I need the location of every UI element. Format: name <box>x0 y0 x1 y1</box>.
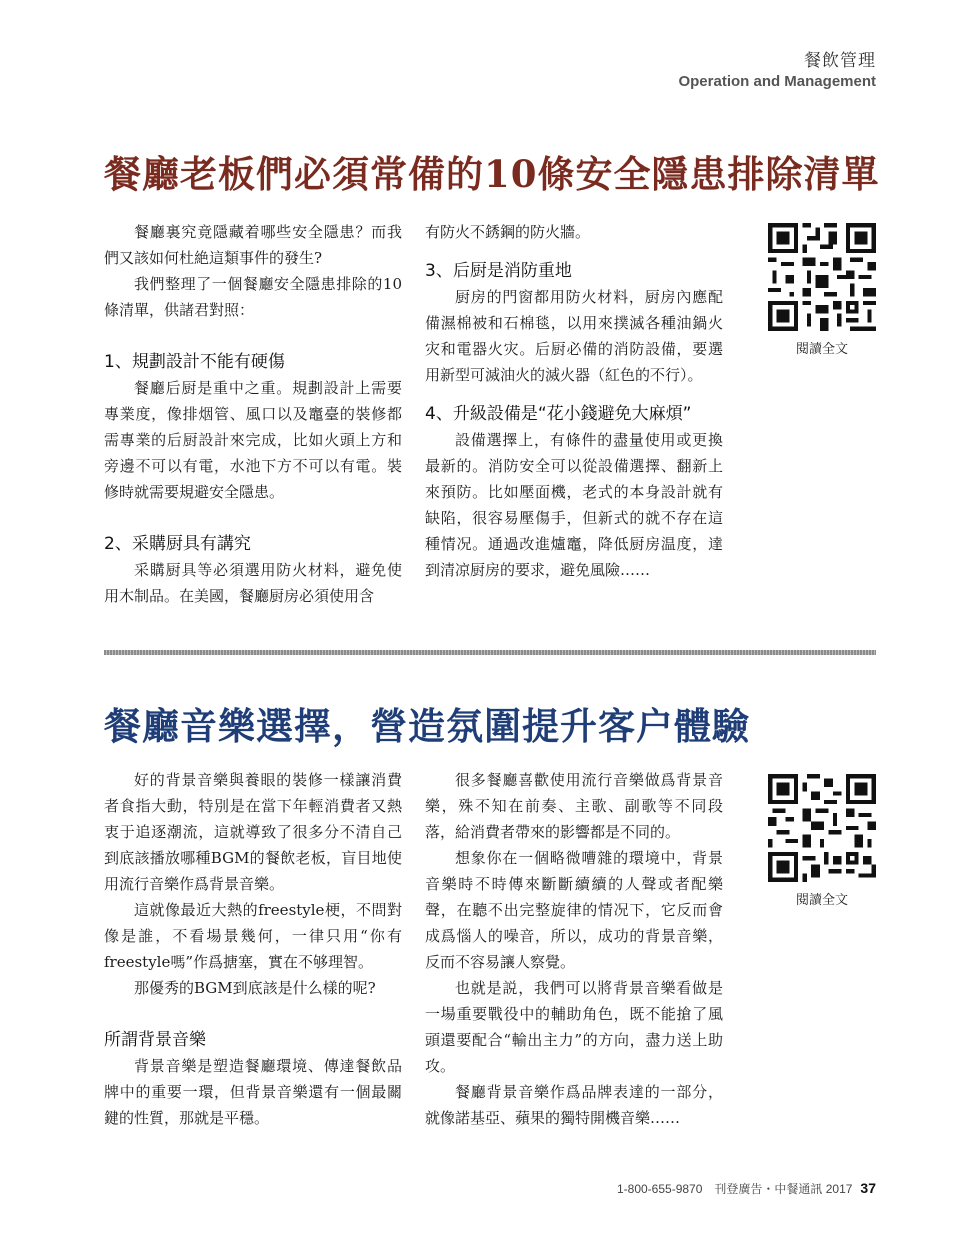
article1-intro-1: 餐廳裏究竟隱藏着哪些安全隱患？而我們又該如何杜絶這類事件的發生? <box>104 223 402 267</box>
article2-right-paragraph-1: 很多餐廳喜歡使用流行音樂做爲背景音樂，殊不知在前奏、主歌、副歌等不同段落，給消費者帶來的影響都是不同的。 <box>425 771 723 841</box>
article2-right-column <box>425 767 723 1131</box>
qr-code-icon[interactable] <box>768 223 876 331</box>
article1-section4-heading: 4、升級設備是“花小錢避免大麻煩” <box>425 404 692 424</box>
article2-right-paragraph-2: 想象你在一個略微嘈雜的環境中，背景音樂時不時傳來斷斷續續的人聲或者配樂聲，在聽不出完整旋律的情况下，它反而會成爲惱人的噪音，所以，成功的背景音樂，反而不容易讓人察覺。 <box>425 849 723 971</box>
footer-info: 1-800-655-9870 刊登廣告・中餐通訊 2017 <box>616 1182 853 1196</box>
page-footer <box>617 1180 876 1197</box>
article1-section3-text: 厨房的門窗都用防火材料，厨房內應配備濕棉被和石棉毯，以用來撲滅各種油鍋火灾和電器火灾。后厨必備的消防設備，要選用新型可滅油火的滅火器（紅色的不行）。 <box>425 288 723 384</box>
article1-section4-text: 設備選擇上，有條件的盡量使用或更換最新的。消防安全可以從設備選擇、翻新上來預防。比如壓面機，老式的本身設計就有缺陷，很容易壓傷手，但新式的就不存在這種情况。通過改進爐竈，降低厨房温度，達到清凉厨房的要求，避免風險…… <box>425 431 723 579</box>
article1-intro-2: 我們整理了一個餐廳安全隱患排除的10條清單，供諸君對照： <box>104 275 402 319</box>
article1-section2-heading: 2、采購厨具有講究 <box>104 534 251 554</box>
section-title: 餐飲管理 <box>804 51 876 71</box>
article2-subheading: 所謂背景音樂 <box>104 1030 206 1050</box>
qr-code-icon[interactable] <box>768 774 876 882</box>
article1-section2-continued: 有防火不銹鋼的防火牆。 <box>425 223 591 241</box>
read-more-link-1[interactable]: 閱讀全文 <box>795 342 848 357</box>
article2-right-paragraph-4: 餐廳背景音樂作爲品牌表達的一部分，就像諾基亞、蘋果的獨特開機音樂…… <box>425 1083 723 1127</box>
section-divider <box>104 650 876 655</box>
article2-left-column <box>104 767 402 1131</box>
article1-right-column <box>425 219 723 583</box>
article1-section3-heading: 3、后厨是消防重地 <box>425 261 572 281</box>
article2-left-paragraph-3: 那優秀的BGM到底該是什么樣的呢? <box>134 979 376 997</box>
article2-right-paragraph-3: 也就是説，我們可以將背景音樂看做是一場重要戰役中的輔助角色，既不能搶了風頭還要配合“輸出主力”的方向，盡力送上助攻。 <box>425 979 723 1075</box>
article2-title: 餐廳音樂選擇，營造氛圍提升客户體驗 <box>104 704 750 748</box>
article1-section2-text: 采購厨具等必須選用防火材料，避免使用木制品。在美國，餐廳厨房必須使用含 <box>104 561 402 605</box>
section-subtitle: Operation and Management <box>678 73 876 90</box>
article1-title: 餐廳老板們必須常備的10條安全隱患排除清單 <box>104 152 880 196</box>
article1-section1-text: 餐廳后厨是重中之重。規劃設計上需要專業度，像排烟管、風口以及竈臺的裝修都需專業的后厨設計來完成，比如火頭上方和旁邊不可以有電，水池下方不可以有電。裝修時就需要規避安全隱患。 <box>104 379 402 501</box>
article2-left-paragraph-2: 這就像最近大熱的freestyle梗，不問對像是誰，不看場景幾何，一律只用“你有freestyle嗎”作爲搪塞，實在不够理智。 <box>104 901 402 971</box>
read-more-link-2[interactable]: 閱讀全文 <box>795 893 848 908</box>
article2-subheading-text: 背景音樂是塑造餐廳環境、傳達餐飲品牌中的重要一環，但背景音樂還有一個最關鍵的性質，那就是平穩。 <box>104 1057 402 1127</box>
article1-section1-heading: 1、規劃設計不能有硬傷 <box>104 352 285 372</box>
article2-left-paragraph-1: 好的背景音樂與養眼的裝修一樣讓消費者食指大動，特別是在當下年輕消費者又熱衷于追逐潮流，這就導致了很多分不清自己到底該播放哪種BGM的餐飲老板，盲目地使用流行音樂作爲背景音樂。 <box>104 771 402 893</box>
article1-left-column <box>104 219 402 609</box>
page-number: 37 <box>860 1180 876 1196</box>
